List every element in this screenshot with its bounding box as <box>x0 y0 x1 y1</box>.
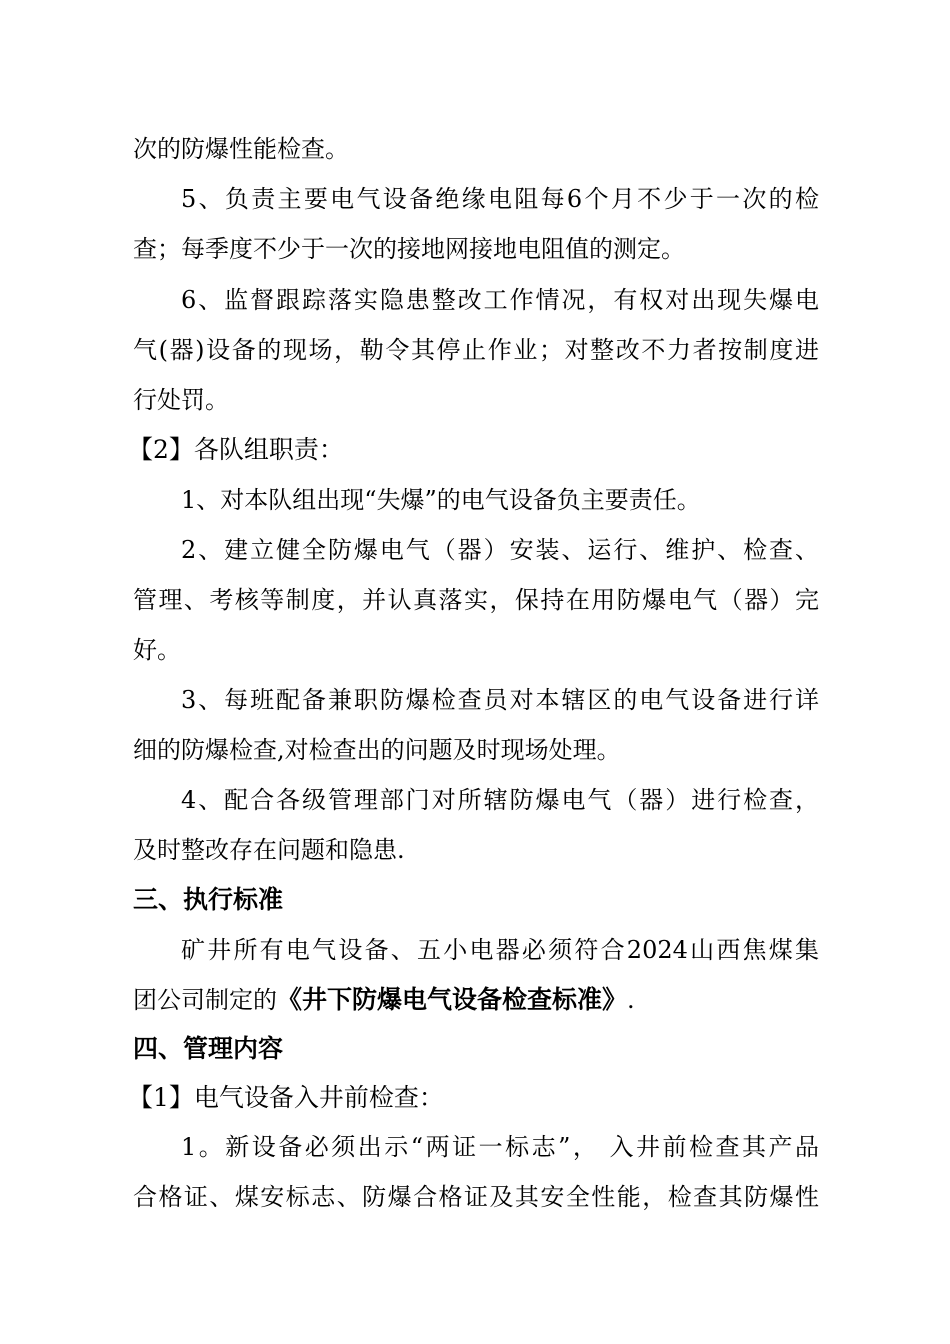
text-line: 4、配合各级管理部门对所辖防爆电气（器）进行检查， <box>181 786 819 814</box>
text-line <box>133 984 819 1016</box>
section-heading: 四、管理内容 <box>133 1034 284 1063</box>
text-line: 6、监督跟踪落实隐患整改工作情况，有权对出现失爆电 <box>181 286 819 314</box>
text-line: 1、对本队组出现“失爆”的电气设备负主要责任。 <box>181 486 701 514</box>
text-line: 次的防爆性能检查。 <box>133 135 349 163</box>
text-line: 管理、考核等制度，并认真落实，保持在用防爆电气（器）完 <box>133 586 819 614</box>
text-line: 气(器)设备的现场，勒令其停止作业；对整改不力者按制度进 <box>133 336 819 364</box>
text-line: 细的防爆检查,对检查出的问题及时现场处理。 <box>133 736 621 764</box>
text-line: 矿井所有电气设备、五小电器必须符合2024山西焦煤集 <box>181 936 819 964</box>
text-line: 2、建立健全防爆电气（器）安装、运行、维护、检查、 <box>181 536 819 564</box>
text-line: 好。 <box>133 636 181 664</box>
text-line: 行处罚。 <box>133 386 229 414</box>
standard-title: 《井下防爆电气设备检查标准》 <box>277 985 628 1014</box>
text-line: 合格证、煤安标志、防爆合格证及其安全性能，检查其防爆性 <box>133 1183 819 1211</box>
section-subheading: 【2】各队组职责： <box>128 435 344 464</box>
section-subheading: 【1】电气设备入井前检查： <box>128 1083 444 1112</box>
text-line: 3、每班配备兼职防爆检查员对本辖区的电气设备进行详 <box>181 686 819 714</box>
text-fragment: . <box>627 986 635 1014</box>
text-line: 5、负责主要电气设备绝缘电阻每6个月不少于一次的检 <box>181 185 819 213</box>
section-heading: 三、执行标准 <box>133 885 284 914</box>
text-line: 查；每季度不少于一次的接地网接地电阻值的测定。 <box>133 235 685 263</box>
text-fragment: 团公司制定的 <box>133 986 277 1014</box>
text-line: 及时整改存在问题和隐患. <box>133 836 405 864</box>
text-line: 1。新设备必须出示“两证一标志”， 入井前检查其产品 <box>181 1133 819 1161</box>
